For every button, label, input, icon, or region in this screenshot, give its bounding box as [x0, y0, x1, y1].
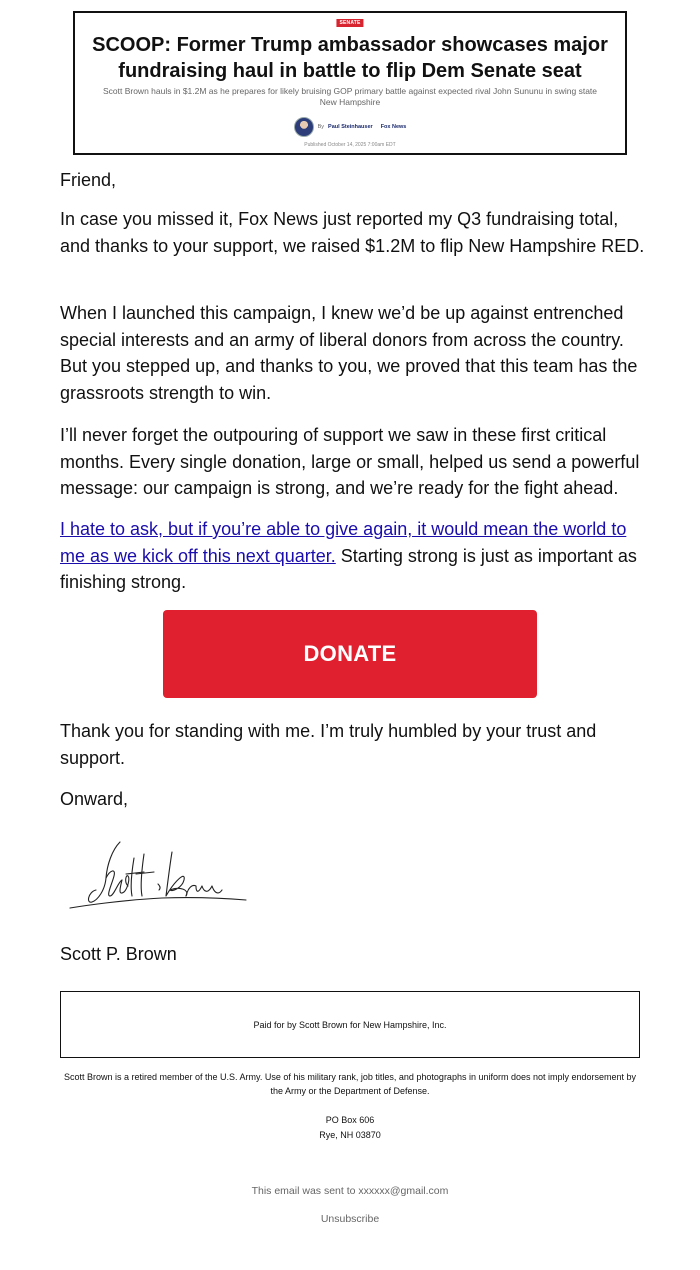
outlet-name: Fox News — [380, 124, 407, 130]
sent-to-notice — [0, 1185, 700, 1197]
unsubscribe-link[interactable]: Unsubscribe — [320, 1213, 380, 1225]
greeting: Friend, — [60, 170, 117, 190]
byline-prefix: By — [317, 124, 325, 130]
author-name: Paul Steinhauser — [328, 124, 373, 130]
address-line-1: PO Box 606 — [325, 1115, 375, 1125]
paragraph-4 — [60, 516, 645, 596]
article-headline: SCOOP: Former Trump ambassador showcases major fundraising haul in battle to flip Dem Senate seat — [92, 34, 608, 82]
paragraph-1: In case you missed it, Fox News just reported my Q3 fundraising total, and thanks to your support, we raised $1.2M to flip New Hampshire RED. — [60, 209, 645, 256]
article-subhead: Scott Brown hauls in $1.2M as he prepares for likely bruising GOP primary battle against expected rival John Sununu in swing state New Hampshire — [102, 86, 598, 107]
article-card[interactable] — [73, 11, 627, 155]
paragraph-5: Thank you for standing with me. I’m truly humbled by your trust and support. — [60, 721, 597, 768]
article-byline — [75, 117, 625, 137]
sent-to-prefix: This email was sent to — [251, 1185, 359, 1197]
closing: Onward, — [60, 789, 129, 809]
donate-text-link[interactable]: I hate to ask, but if you’re able to give again, it would mean the world to me as we kick off this next quarter. — [60, 519, 627, 566]
paid-for-disclaimer — [60, 991, 640, 1058]
published-date: Published October 14, 2025 7:00am EDT — [304, 142, 396, 148]
signature-image — [62, 830, 252, 930]
paid-for-text: Paid for by Scott Brown for New Hampshire, Inc. — [253, 1019, 447, 1030]
military-disclaimer: Scott Brown is a retired member of the U.S. Army. Use of his military rank, job titles, and photographs in uniform does not imply endorsement by the Army or the Department of Defense. — [63, 1072, 637, 1096]
section-badge: SENATE — [336, 19, 363, 27]
signer-name: Scott P. Brown — [60, 944, 177, 964]
donate-button[interactable]: DONATE — [163, 610, 537, 698]
paragraph-4-rest: Starting strong is just as important as finishing strong. — [60, 545, 637, 592]
paragraph-3: I’ll never forget the outpouring of support we saw in these first critical months. Every single donation, large or small, helped us send a powerful message: our campaign is strong, and we’re ready for the fight ahead. — [60, 425, 640, 498]
recipient-email: xxxxxx@gmail.com — [358, 1185, 449, 1197]
paragraph-2: When I launched this campaign, I knew we’d be up against entrenched special interests and an army of liberal donors from across the country. But you stepped up, and thanks to you, we proved that this team has the grassroots strength to win. — [60, 303, 638, 403]
address-line-2: Rye, NH 03870 — [319, 1130, 381, 1140]
author-avatar — [294, 117, 314, 137]
